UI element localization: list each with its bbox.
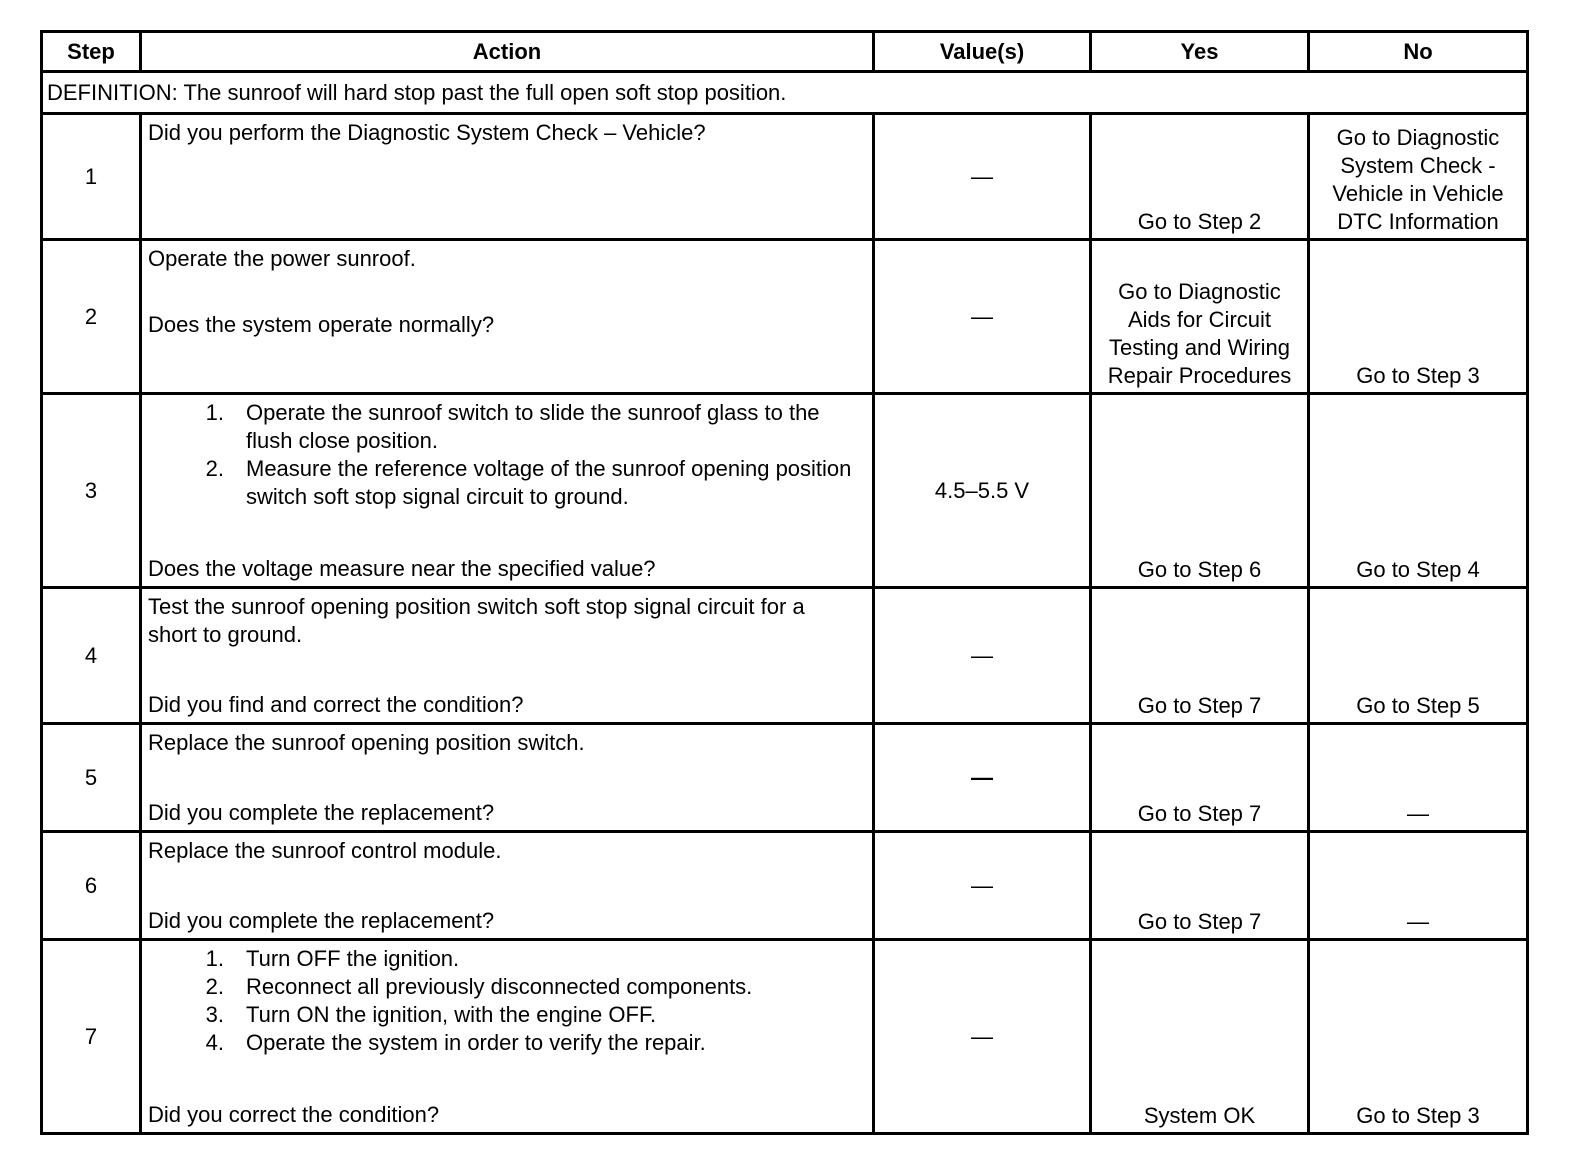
definition-row — [42, 72, 1528, 114]
no-cell: — — [1309, 724, 1528, 832]
action-question: Does the voltage measure near the specified value? — [148, 556, 656, 581]
value-cell: 4.5–5.5 V — [874, 394, 1091, 588]
list-item-text: Operate the system in order to verify the repair. — [246, 1030, 706, 1055]
value-cell: — — [874, 940, 1091, 1134]
step-number: 2 — [42, 240, 141, 394]
yes-cell: Go to Step 7 — [1091, 832, 1309, 940]
no-cell: Go to Step 3 — [1309, 940, 1528, 1134]
yes-cell: Go to Step 7 — [1091, 724, 1309, 832]
action-text: Replace the sunroof opening position switch. — [148, 730, 585, 755]
list-item-number: 1. — [205, 946, 224, 971]
definition-text: DEFINITION: The sunroof will hard stop past the full open soft stop position. — [42, 72, 1528, 114]
value-cell: — — [874, 240, 1091, 394]
action-cell — [141, 588, 874, 724]
table-row — [42, 114, 1528, 240]
no-cell: — — [1309, 832, 1528, 940]
action-cell — [141, 394, 874, 588]
list-item-text: Operate the sunroof switch to slide the sunroof glass to the flush close position. — [246, 400, 820, 453]
yes-cell: System OK — [1091, 940, 1309, 1134]
step-number: 5 — [42, 724, 141, 832]
value-cell: — — [874, 724, 1091, 832]
list-item-text: Reconnect all previously disconnected components. — [246, 974, 753, 999]
no-cell: Go to Step 5 — [1309, 588, 1528, 724]
table-row — [42, 240, 1528, 394]
list-item-number: 4. — [205, 1030, 224, 1055]
no-cell: Go to Diagnostic System Check - Vehicle in Vehicle DTC Information — [1309, 114, 1528, 240]
value-cell: — — [874, 588, 1091, 724]
table-row — [42, 832, 1528, 940]
list-item — [148, 455, 872, 511]
action-question: Does the system operate normally? — [148, 312, 495, 337]
header-action: Action — [141, 32, 874, 72]
no-cell: Go to Step 4 — [1309, 394, 1528, 588]
action-cell — [141, 940, 874, 1134]
action-question: Did you correct the condition? — [148, 1102, 440, 1127]
list-item-text: Turn ON the ignition, with the engine OFF. — [246, 1002, 657, 1027]
action-question: Did you complete the replacement? — [148, 800, 495, 825]
procedure-list — [148, 945, 872, 1057]
action-text: Operate the power sunroof. — [148, 246, 416, 271]
no-cell: Go to Step 3 — [1309, 240, 1528, 394]
value-cell: — — [874, 832, 1091, 940]
list-item — [148, 1029, 872, 1057]
list-item-text: Measure the reference voltage of the sunroof opening position switch soft stop signal circuit to ground. — [246, 456, 852, 509]
step-number: 3 — [42, 394, 141, 588]
list-item-text: Turn OFF the ignition. — [246, 946, 460, 971]
header-no: No — [1309, 32, 1528, 72]
table-row — [42, 394, 1528, 588]
action-question: Did you complete the replacement? — [148, 908, 495, 933]
list-item — [148, 973, 872, 1001]
yes-cell: Go to Diagnostic Aids for Circuit Testing and Wiring Repair Procedures — [1091, 240, 1309, 394]
value-cell: — — [874, 114, 1091, 240]
header-values: Value(s) — [874, 32, 1091, 72]
table-row — [42, 588, 1528, 724]
header-row — [42, 32, 1528, 72]
list-item — [148, 1001, 872, 1029]
diagnostic-table — [40, 30, 1529, 1135]
action-cell — [141, 114, 874, 240]
step-number: 6 — [42, 832, 141, 940]
list-item — [148, 399, 872, 455]
table-row — [42, 724, 1528, 832]
header-step: Step — [42, 32, 141, 72]
table-row — [42, 940, 1528, 1134]
yes-cell: Go to Step 7 — [1091, 588, 1309, 724]
list-item-number: 1. — [205, 400, 224, 425]
step-number: 1 — [42, 114, 141, 240]
yes-cell: Go to Step 2 — [1091, 114, 1309, 240]
step-number: 7 — [42, 940, 141, 1134]
procedure-list — [148, 399, 872, 511]
list-item-number: 2. — [205, 456, 224, 481]
step-number: 4 — [42, 588, 141, 724]
header-yes: Yes — [1091, 32, 1309, 72]
action-cell — [141, 240, 874, 394]
yes-cell: Go to Step 6 — [1091, 394, 1309, 588]
action-text: Replace the sunroof control module. — [148, 838, 502, 863]
list-item — [148, 945, 872, 973]
action-text: Did you perform the Diagnostic System Check – Vehicle? — [148, 120, 706, 145]
list-item-number: 3. — [205, 1002, 224, 1027]
list-item-number: 2. — [205, 974, 224, 999]
action-question: Did you find and correct the condition? — [148, 692, 524, 717]
action-text: Test the sunroof opening position switch soft stop signal circuit for a short to ground. — [148, 594, 805, 647]
action-cell — [141, 724, 874, 832]
action-cell — [141, 832, 874, 940]
